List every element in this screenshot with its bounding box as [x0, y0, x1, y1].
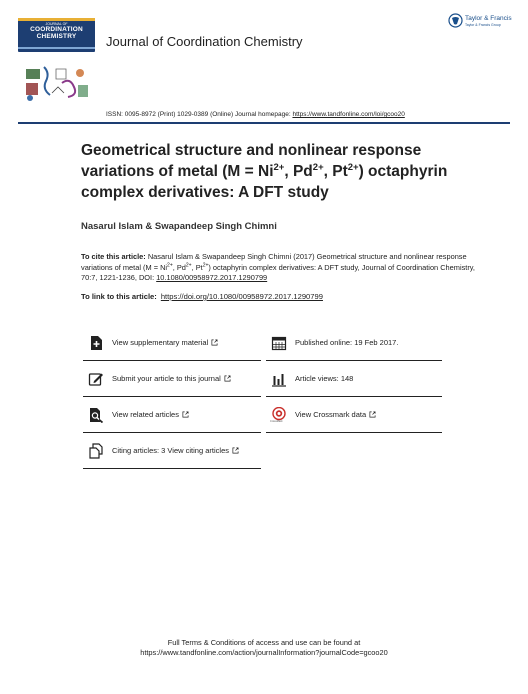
cover-bottom-strip: [18, 47, 95, 49]
external-link-icon: [211, 339, 218, 346]
footer-terms-link[interactable]: https://www.tandfonline.com/action/journalInformation?journalCode=gcoo20: [140, 648, 388, 657]
title-sup: 2+: [273, 161, 285, 173]
external-link-icon: [182, 411, 189, 418]
cover-top-strip: [18, 18, 95, 21]
citation-sup: 2+: [202, 262, 209, 269]
crossmark-icon: [271, 407, 287, 423]
crossmark-caption: CrossMark: [270, 419, 283, 423]
citation-text: , Pt: [191, 262, 203, 272]
article-actions-right: [266, 325, 442, 433]
publisher-name: Taylor & Francis: [465, 15, 512, 22]
submit-article-row[interactable]: [83, 361, 261, 397]
header-divider: [18, 122, 510, 124]
citing-articles-row[interactable]: [83, 433, 261, 469]
add-file-icon: [88, 335, 104, 351]
cover-line-2: COORDINATION: [30, 26, 83, 33]
citation-block: [81, 252, 481, 284]
supplementary-material-row[interactable]: [83, 325, 261, 361]
related-label: View related articles: [112, 410, 179, 419]
article-authors: Nasarul Islam & Swapandeep Singh Chimni: [81, 221, 277, 232]
title-part: , Pd: [284, 163, 313, 180]
citation-doi-link[interactable]: 10.1080/00958972.2017.1290799: [156, 273, 268, 282]
article-actions-left: [83, 325, 261, 469]
cover-line-3: CHEMISTRY: [36, 33, 77, 40]
related-articles-row[interactable]: [83, 397, 261, 433]
title-part: ) octaphyrin: [358, 163, 448, 180]
calendar-icon: [271, 335, 287, 351]
link-label: To link to this article:: [81, 292, 157, 301]
external-link-icon: [369, 411, 376, 418]
title-sup: 2+: [312, 161, 324, 173]
publisher-logo[interactable]: [448, 13, 510, 35]
citing-label: Citing articles: 3 View citing articles: [112, 446, 229, 455]
bar-chart-icon: [271, 371, 287, 387]
footer-line-1: Full Terms & Conditions of access and use can be found at: [167, 638, 361, 647]
crossmark-row[interactable]: [266, 397, 442, 433]
citation-text: , Pd: [172, 262, 186, 272]
views-label: Article views: 148: [295, 374, 354, 383]
edit-icon: [88, 371, 104, 387]
journal-graphic-thumbnail: [22, 63, 94, 103]
external-link-icon: [224, 375, 231, 382]
submit-label: Submit your article to this journal: [112, 374, 221, 383]
publisher-subtitle: Taylor & Francis Group: [465, 23, 501, 27]
supplementary-label: View supplementary material: [112, 338, 209, 347]
title-line-3: complex derivatives: A DFT study: [81, 184, 329, 201]
published-label: Published online: 19 Feb 2017.: [295, 338, 399, 347]
journal-homepage-link[interactable]: https://www.tandfonline.com/loi/gcoo20: [292, 111, 405, 118]
article-doi-link[interactable]: https://doi.org/10.1080/00958972.2017.1290799: [160, 292, 323, 301]
title-part: variations of metal (M = Ni: [81, 163, 274, 180]
citation-text: Nasarul Islam & Swapandeep Singh Chimni (2017) Geometrical structure and nonlinear response variations of metal (M = Ni: [81, 252, 467, 272]
footer: [0, 638, 528, 658]
article-title: [81, 140, 481, 203]
title-line-2: [81, 161, 481, 182]
published-date-row: [266, 325, 442, 361]
citation-sup: 2+: [185, 262, 192, 269]
citing-documents-icon: [88, 443, 104, 459]
citation-sup: 2+: [167, 262, 173, 269]
title-sup: 2+: [347, 161, 359, 173]
article-views-row: [266, 361, 442, 397]
journal-title[interactable]: Journal of Coordination Chemistry: [106, 34, 303, 49]
journal-cover-thumbnail: [18, 18, 95, 52]
cover-line-1: JOURNAL OF: [45, 22, 68, 26]
crossmark-label: View Crossmark data: [295, 410, 367, 419]
issn-line: [106, 111, 405, 118]
title-line-1: Geometrical structure and nonlinear response: [81, 142, 422, 159]
crossmark-badge-icon: [271, 407, 287, 421]
external-link-icon: [232, 447, 239, 454]
taylor-francis-logo-icon: [448, 13, 463, 28]
citation-label: To cite this article:: [81, 252, 146, 261]
citation-text: ) octaphyrin complex derivatives: A DFT study, Journal of Coordination Chemistry, 70:7, 1221-1236, DOI:: [81, 262, 475, 282]
search-document-icon: [88, 407, 104, 423]
issn-text: ISSN: 0095-8972 (Print) 1029-0389 (Online) Journal homepage:: [106, 111, 293, 118]
title-part: , Pt: [323, 163, 348, 180]
article-link-line: [81, 292, 323, 301]
